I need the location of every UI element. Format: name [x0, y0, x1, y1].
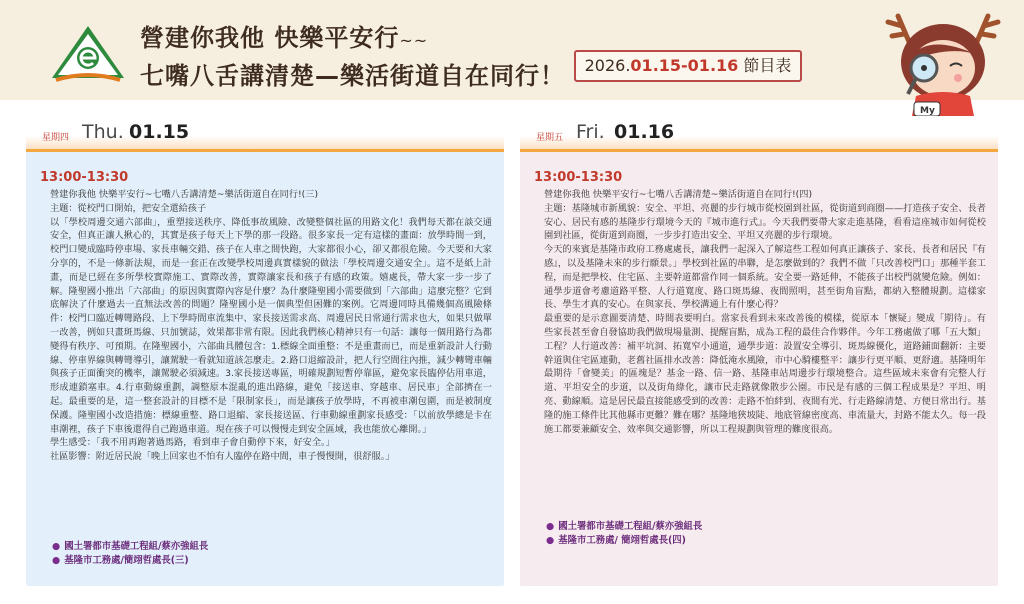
student-feedback: 學生感受：「我不用再跑著過馬路，看到車子會自動停下來，好安全。」: [50, 437, 335, 449]
day-date: 01.15: [129, 121, 190, 143]
day-column-friday: [520, 116, 998, 586]
deer-mascot-icon: [880, 4, 1010, 116]
day-column-thursday: [26, 116, 504, 586]
program-description: [50, 188, 492, 464]
day-chinese: 星期四: [42, 133, 70, 143]
program-topic: 主題：基隆城市新風貌：安全、平坦、亮麗的步行城市從校園到社區，從街道到商圈——打造孩子安全、長者安心、居民有感的基隆步行環境今天的『城市進行式』。今天我們要帶大家走進基隆，看看這座城市如何從校園到社區，從街道到商圈，一步步打造出安全、平坦又亮麗的步行環境。: [544, 202, 986, 242]
program-episode-title: 營建你我他 快樂平安行~七嘴八舌講清楚~樂活街道自在同行!(三): [50, 189, 319, 200]
svg-text:My: My: [920, 106, 935, 116]
day-english: Fri.: [576, 121, 605, 143]
guest-item: ● 國土署都市基礎工程組/蔡亦強組長: [546, 521, 703, 532]
community-impact: 社區影響：附近居民說「晚上回家也不怕有人臨停在路中間，車子慢慢開，很舒服。」: [50, 451, 395, 463]
cpami-logo-icon: [48, 22, 128, 84]
program-body: 今天的來賓是基隆市政府工務處處長，讓我們一起深入了解這些工程如何真正讓孩子、家長、長者和居民『有感』，以及基隆未來的步行願景。」學校到社區的串聯，是怎麼做到的？我們不做「只改善校門口」那種半套工程，而是把學校、住宅區、主要幹道都當作同一個系統。安全要一路延伸，不能孩子出校門就變危險。例如：通學步道會考慮道路平整、人行道寬度、路口斑馬線、夜間照明，甚至街角盲點，都納入整體規劃。這樣家長、學生才真的安心。在與家長、學校溝通上有什麼心得？: [544, 244, 986, 311]
time-slot: 13:00-13:30: [40, 170, 129, 185]
guest-list: [52, 540, 492, 568]
bullet-icon: ●: [546, 534, 555, 546]
day-date: 01.16: [614, 121, 675, 143]
guest-item: ● 國土署都市基礎工程組/蔡亦強組長: [52, 541, 209, 552]
program-title-line2: 七嘴八舌講清楚—樂活街道自在同行！: [140, 62, 565, 90]
day-english: Thu.: [82, 121, 124, 143]
program-topic: 主題：從校門口開始，把安全還給孩子: [50, 202, 207, 214]
page-header: [0, 0, 1024, 116]
day-chinese: 星期五: [536, 133, 564, 143]
program-title-line1: 營建你我他 快樂平安行~~: [140, 24, 429, 52]
guest-list: [546, 520, 986, 548]
guest-item: ● 基隆市工務處/簡翊哲處長(三): [52, 554, 189, 566]
bullet-icon: ●: [52, 554, 61, 566]
program-body: 最重要的是示意圖要清楚、時間表要明白。當家長看到未來改善後的模樣，從原本「懷疑」變成「期待」。有些家長甚至會自發協助我們做現場量測、提醒盲點，成為工程的最佳合作夥伴。今年工務處做了哪「五大類」工程？人行道改善：補平坑洞、拓寬窄小通道，通學步道：設置安全導引、斑馬線優化，道路鋪面翻新：主要幹道與住宅區連動，老舊社區排水改善：降低淹水風險，市中心騎樓整平：讓步行更平順、更舒適。基隆明年最期待「會變美」的區塊是？基金一路、信一路、基隆車站周邊步行環境整合。這些區域未來會有完整人行道、平坦安全的步道，以及街角綠化，讓市民走路就像散步公園。市民是有感的三個工程成果是？平坦、明亮、動線順。這是居民最直接能感受到的改善：走路不怕絆到、夜間有光、行走路線清楚、方便日常出行。基隆的施工條件比其他縣市更難？難在哪？基隆地狹坡陡、地底管線密度高、車流量大，封路不能太久。每一段施工都要兼顧安全、效率與交通影響，所以工程規劃與管理的難度很高。: [544, 313, 986, 435]
schedule-date-badge: 2026.01.15-01.16 節目表: [574, 50, 802, 82]
bullet-icon: ●: [546, 521, 555, 532]
guest-item: ● 基隆市工務處/ 簡翊哲處長(四): [546, 534, 686, 546]
time-slot: 13:00-13:30: [534, 170, 623, 185]
day-header: [26, 116, 504, 152]
program-body: 以「學校周邊交通六部曲」，重塑接送秩序、降低事故風險、改變整個社區的用路文化！我們每天都在談交通安全，但真正讓人揪心的，其實是孩子每天上下學的那一段路。很多家長一定有這樣的畫面：放學時間一到，校門口變成臨時停車場、家長車輛交錯、孩子在人車之間快跑，大家都很小心，卻又都很危險。今天要和大家分享的，不是一條新法規，而是一套正在改變學校周邊真實樣貌的做法「學校周邊交通安全」。這不是紙上計畫，而是已經在多所學校實際施工、實際改善，實際讓家長和孩子有感的政策。嬉處長，帶大家一步一步了解。隆聖國小推出「六部曲」的原因與實際內容是什麼？為什麼隆聖國小需要做到「六部曲」這麼完整？它到底解決了什麼過去一直無法改善的問題？隆聖國小是一個典型但困難的案例。它周邊同時具備幾個高風險條件：校門口臨近轉彎路段、上下學時間車流集中、家長接送需求高、周邊居民日常通行需求也大，如果只做單一改善，例如只畫斑馬線、只加號誌，效果都非常有限。因此我們核心精神只有一句話：讓每一個用路行為都變得有秩序、可預期。在隆聖國小，六部曲具體包含：1.標線全面重整：不是重畫而已，而是重新設計人行動線、停車界線與轉彎導引，讓駕駛一看就知道該怎麼走。2.路口退縮設計，把人行空間往內推，減少轉彎車輛與孩子正面衝突的機率，讓駕駛必須減速。3.家長接送專區，明確規劃短暫停靠區，避免家長臨停佔用車道，形成連鎖塞車。4.行車動線重劃，調整原本混亂的進出路線，避免「接送車、穿越車、居民車」全部擠在一起。最重要的是，這一整套設計的目標不是「限制家長」，而是讓孩子放學時，不再被車潮包圍，而是被制度保護。隆聖國小改造措施：標線重整、路口退縮、家長接送區、行車動線重劃家長感受：「以前放學總是卡在車潮裡，孩子下車後還得自己跑過車道。現在孩子可以慢慢走到安全區域，我也能放心離開。」: [50, 216, 492, 435]
program-description: [544, 188, 986, 436]
bullet-icon: ●: [52, 541, 61, 552]
program-episode-title: 營建你我他 快樂平安行~七嘴八舌講清楚~樂活街道自在同行!(四): [544, 189, 813, 200]
day-header: [520, 116, 998, 152]
